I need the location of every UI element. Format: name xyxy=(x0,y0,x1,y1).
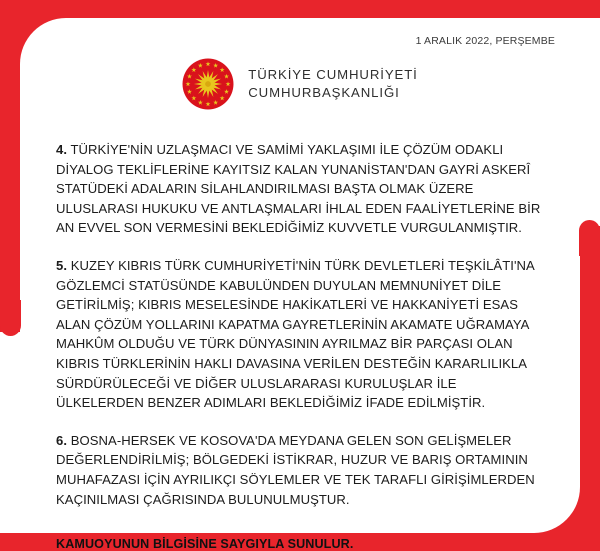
card-content xyxy=(20,18,580,551)
institution-name xyxy=(248,66,418,102)
closing-statement: KAMUOYUNUN BİLGİSİNE SAYGIYLA SUNULUR. xyxy=(56,537,354,551)
statement-item-text: KUZEY KIBRIS TÜRK CUMHURİYETİ'NİN TÜRK DEVLETLERİ TEŞKİLÂTI'NA GÖZLEMCİ STATÜSÜNDE KABULÜNDEN DUYULAN MEMNUNİYET DİLE GETİRİLMİŞ; KIBRIS MESELESİNDE HAKİKATLERİ VE HAKKANİYETİ ESAS ALAN ÇÖZÜM YOLLARINI KAPATMA GAYRETLERİNİN AKAMATE UĞRAMAYA MAHKÛM OLDUĞU VE TÜRK DÜNYASININ AYRILMAZ BİR PARÇASI OLAN KIBRIS TÜRKLERİNİN HAKLI DAVASINA VERİLEN DESTEĞİN KARARLILIKLA SÜRDÜRÜLECEĞİ VE DİĞER ULUSLARARASI KURULUŞLAR İLE ÜLKELERDEN BENZER ADIMLARI BEKLEDİĞİMİZ İFADE EDİLMİŞTİR. xyxy=(56,257,535,411)
institution-line-2: CUMHURBAŞKANLIĞI xyxy=(248,85,400,100)
statement-item xyxy=(56,431,546,509)
statement-item xyxy=(56,256,546,413)
left-band-cutoff xyxy=(0,332,21,533)
statement-item-text: TÜRKİYE'NİN UZLAŞMACI VE SAMİMİ YAKLAŞIMI İLE ÇÖZÜM ODAKLI DİYALOG TEKLİFLERİNE KAYITSIZ KALAN YUNANİSTAN'DAN GAYRİ ASKERÎ STATÜDEKİ ADALARIN SİLAHLANDIRILMASI BAŞTA OLMAK ÜZERE ULUSLARASI HUKUKU VE ANTLAŞMALARI İHLAL EDEN FAALİYETLERİNE BİR AN EVVEL SON VERMESİNİ BEKLEDİĞİMİZ KUVVETLE VURGULANMIŞTIR. xyxy=(56,142,541,236)
statement-item-number: 5. xyxy=(56,257,68,273)
statement-item xyxy=(56,140,546,238)
statement-body xyxy=(56,140,546,551)
publication-date: 1 ARALIK 2022, PERŞEMBE xyxy=(415,35,555,47)
turkish-presidency-emblem-icon xyxy=(182,58,234,110)
statement-item-number: 6. xyxy=(56,432,68,448)
statement-item-text: BOSNA-HERSEK VE KOSOVA'DA MEYDANA GELEN SON GELİŞMELER DEĞERLENDİRİLMİŞ; BÖLGEDEKİ İSTİKRAR, HUZUR VE BARIŞ ORTAMININ MUHAFAZASI İÇİN AYRILIKÇI SÖYLEMLER VE TEK TARAFLI GİRİŞİMLERDEN KAÇINILMASI ÇAĞRISINDA BULUNULMUŞTUR. xyxy=(56,432,535,507)
right-band-cutoff xyxy=(579,18,600,226)
left-band-rounded-end xyxy=(0,300,21,336)
institution-line-1: TÜRKİYE CUMHURİYETİ xyxy=(248,67,418,83)
right-band-rounded-start xyxy=(579,220,600,256)
statement-item-number: 4. xyxy=(56,142,68,157)
institution-branding xyxy=(20,58,580,110)
